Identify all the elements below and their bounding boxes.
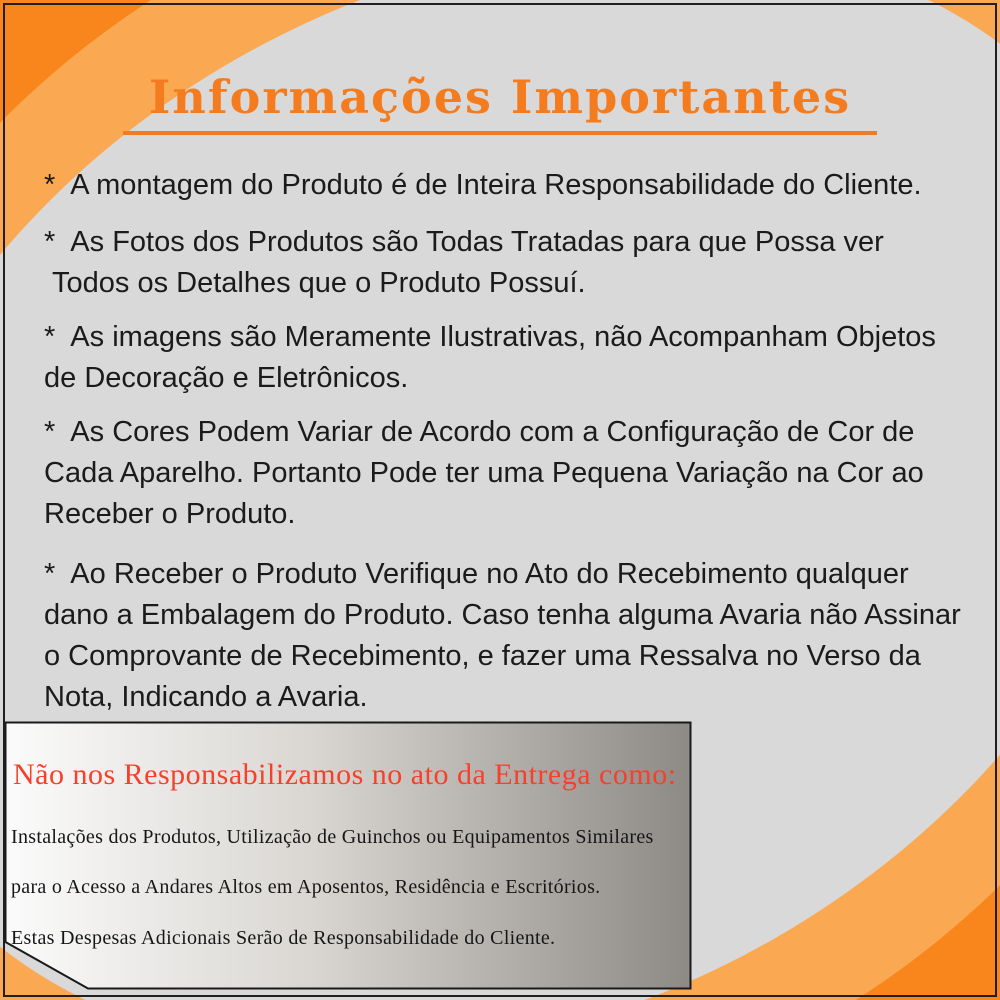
bullet-text: Ao Receber o Produto Verifique no Ato do Recebimento qualquer xyxy=(70,558,909,590)
bullet-line xyxy=(44,165,994,206)
title-wrap xyxy=(0,70,1000,135)
bullet-asterisk: * xyxy=(44,416,56,448)
bullet-item xyxy=(44,165,994,206)
notice-box-heading: Não nos Responsabilizamos no ato da Entrega como: xyxy=(13,758,677,791)
bullet-item xyxy=(44,317,994,399)
bullet-line xyxy=(44,222,994,263)
bullet-text: A montagem do Produto é de Inteira Responsabilidade do Cliente. xyxy=(70,169,922,201)
bullet-line: de Decoração e Eletrônicos. xyxy=(44,362,409,394)
bullet-line: Todos os Detalhes que o Produto Possuí. xyxy=(52,267,586,299)
bullet-asterisk: * xyxy=(44,226,56,258)
bullet-line xyxy=(44,317,994,358)
page-title: Informações Importantes xyxy=(123,70,877,135)
notice-box-line: Estas Despesas Adicionais Serão de Responsabilidade do Cliente. xyxy=(11,927,556,949)
bullet-line: Receber o Produto. xyxy=(44,498,296,530)
bullet-list xyxy=(44,165,994,718)
bullet-line: dano a Embalagem do Produto. Caso tenha alguma Avaria não Assinar xyxy=(44,599,961,631)
bullet-text: As Cores Podem Variar de Acordo com a Configuração de Cor de xyxy=(70,416,915,448)
bullet-text: As Fotos dos Produtos são Todas Tratadas para que Possa ver xyxy=(70,226,884,258)
bullet-line xyxy=(44,412,994,453)
bullet-asterisk: * xyxy=(44,558,56,590)
bullet-item xyxy=(44,412,994,535)
notice-box-line: para o Acesso a Andares Altos em Aposentos, Residência e Escritórios. xyxy=(11,876,601,898)
bullet-item xyxy=(44,222,994,304)
bullet-line: Nota, Indicando a Avaria. xyxy=(44,681,368,713)
bullet-line: Cada Aparelho. Portanto Pode ter uma Pequena Variação na Cor ao xyxy=(44,457,924,489)
bullet-item xyxy=(44,554,994,718)
bullet-asterisk: * xyxy=(44,321,56,353)
bullet-asterisk: * xyxy=(44,169,56,201)
bullet-line: o Comprovante de Recebimento, e fazer uma Ressalva no Verso da xyxy=(44,640,921,672)
bullet-line xyxy=(44,554,994,595)
bullet-text: As imagens são Meramente Ilustrativas, não Acompanham Objetos xyxy=(70,321,936,353)
notice-box-line: Instalações dos Produtos, Utilização de Guinchos ou Equipamentos Similares xyxy=(11,826,654,848)
